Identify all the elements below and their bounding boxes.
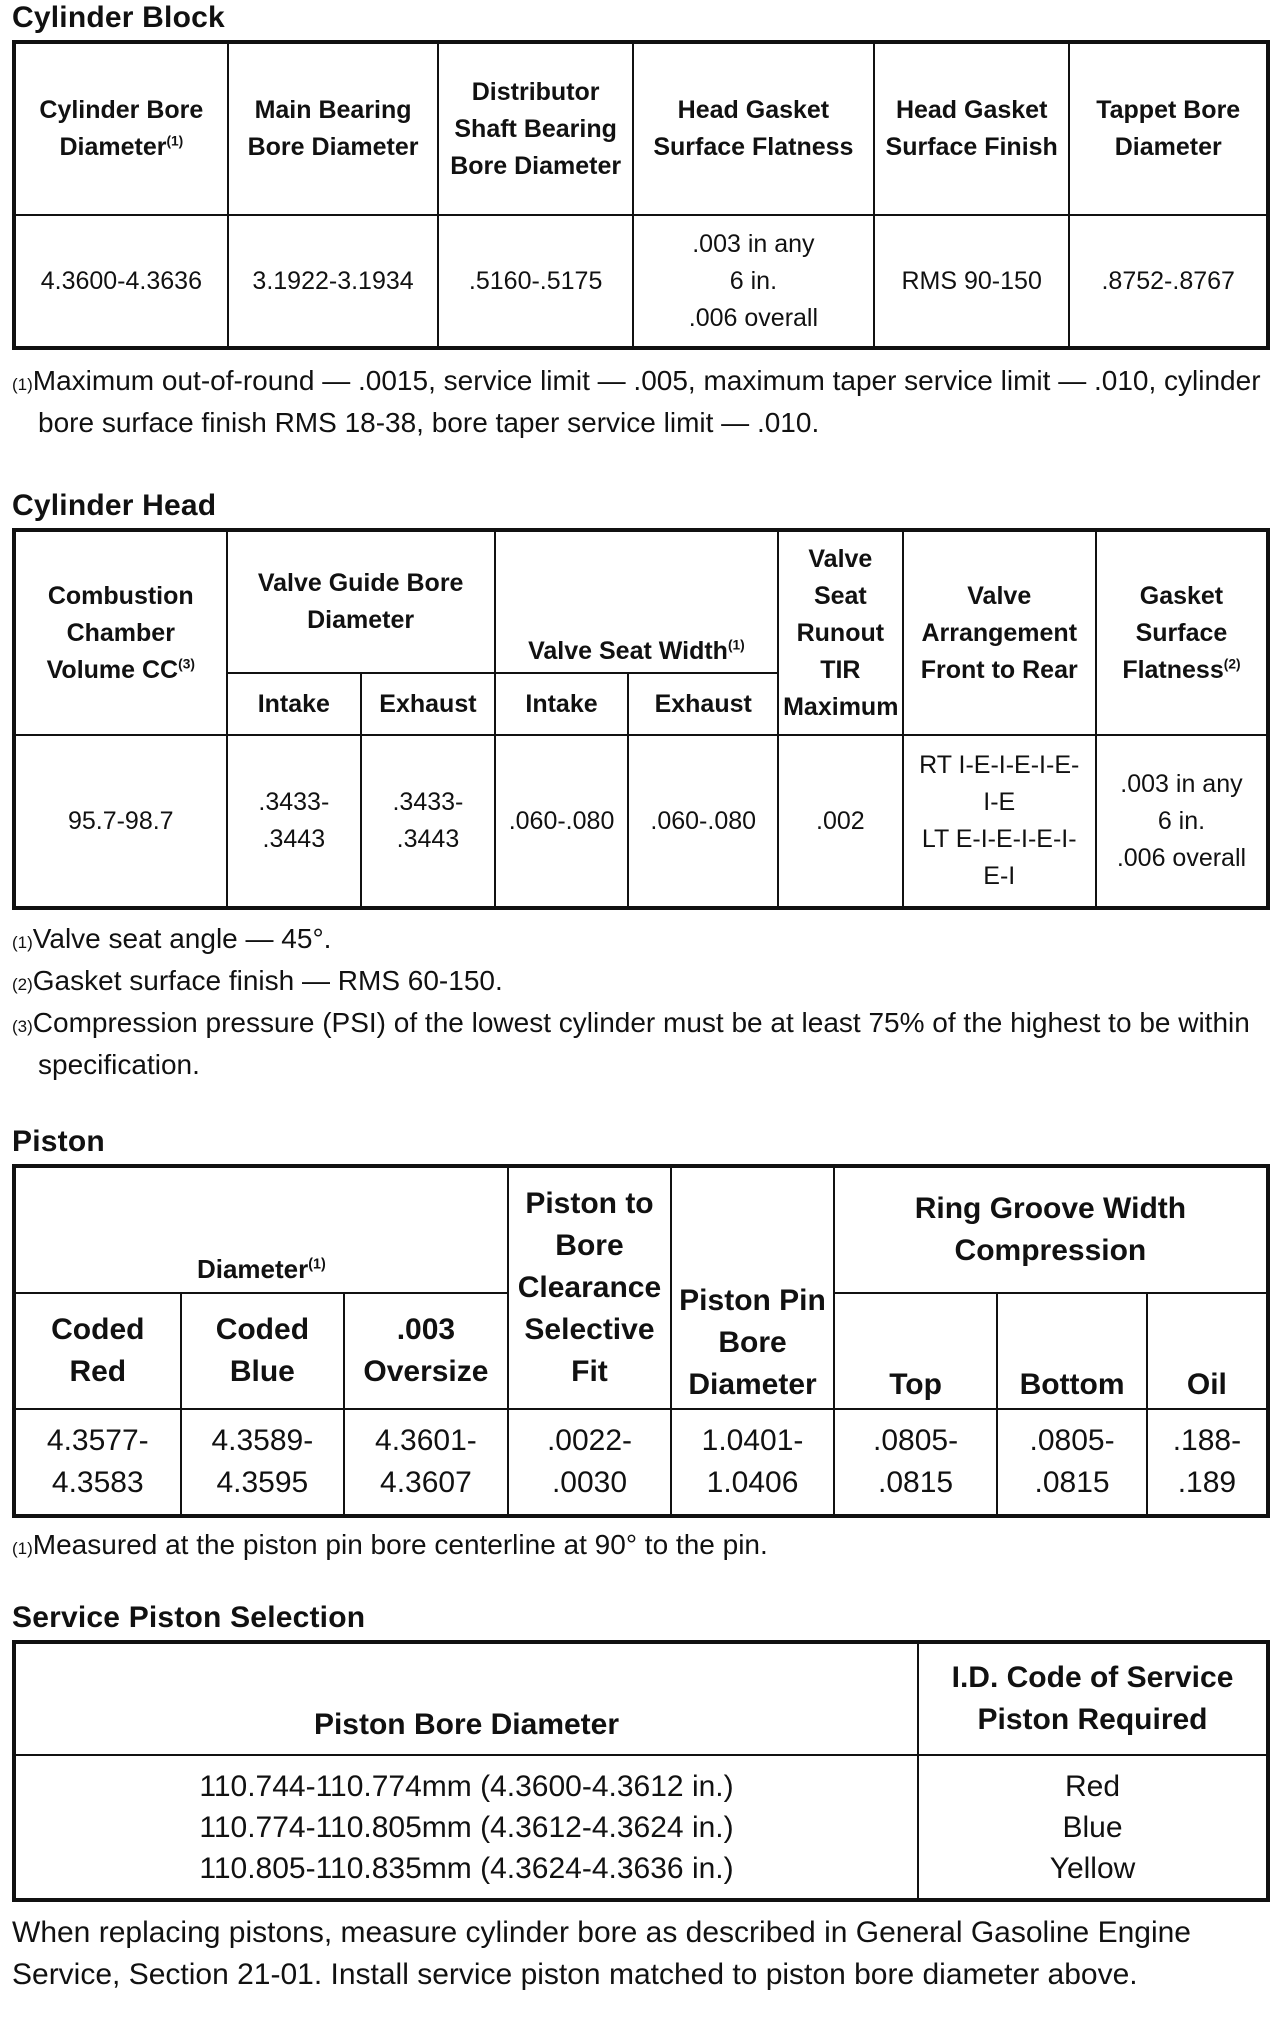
cell-valve-arrangement: RT I-E-I-E-I-E- I-E LT E-I-E-I-E-I- E-I <box>903 735 1096 908</box>
cell-piston-bore-list <box>14 1755 918 1900</box>
cell-distributor-bearing: .5160-.5175 <box>438 215 632 348</box>
cell-oil: .188- .189 <box>1147 1409 1268 1516</box>
cylinder-head-table <box>12 528 1270 910</box>
cell-coded-blue: 4.3589- 4.3595 <box>181 1409 345 1516</box>
cylinder-block-title: Cylinder Block <box>12 1 225 34</box>
list-item: 110.774-110.805mm (4.3612-4.3624 in.) <box>199 1810 734 1844</box>
header-distributor-bearing: Distributor Shaft Bearing Bore Diameter <box>438 42 632 215</box>
cylinder-head-footnotes <box>12 918 1270 1086</box>
header-id-code: I.D. Code of Service Piston Required <box>918 1642 1268 1755</box>
table-header-row <box>14 1166 1268 1293</box>
header-valve-seat-width: Valve Seat Width$^{(1)}$ <box>495 530 778 673</box>
piston-footnote: $^{(1)}$Measured at the piston pin bore centerline at 90° to the pin. <box>12 1529 768 1560</box>
header-gasket-flatness: Gasket Surface Flatness$^{(2)}$ <box>1096 530 1268 735</box>
cell-pin-bore: 1.0401- 1.0406 <box>671 1409 834 1516</box>
table-row <box>14 735 1268 908</box>
cell-id-code-list <box>918 1755 1268 1900</box>
header-valve-arrangement: Valve Arrangement Front to Rear <box>903 530 1096 735</box>
cell-coded-red: 4.3577- 4.3583 <box>14 1409 181 1516</box>
footnote: $^{(3)}$Compression pressure (PSI) of the lowest cylinder must be at least 75% of the highest to be within specification. <box>12 1007 1250 1080</box>
cell-cylinder-bore: 4.3600-4.3636 <box>14 215 228 348</box>
header-coded-blue: Coded Blue <box>181 1293 345 1409</box>
header-guide-intake: Intake <box>227 673 362 735</box>
header-oversize: .003 Oversize <box>344 1293 508 1409</box>
cell-guide-exhaust: .3433- .3443 <box>361 735 495 908</box>
service-piston-title: Service Piston Selection <box>12 1601 366 1634</box>
header-bottom: Bottom <box>997 1293 1146 1409</box>
cell-combustion-volume: 95.7-98.7 <box>14 735 227 908</box>
header-pin-bore: Piston Pin Bore Diameter <box>671 1166 834 1409</box>
header-top: Top <box>834 1293 998 1409</box>
header-ring-groove: Ring Groove Width Compression <box>834 1166 1268 1293</box>
cell-top: .0805- .0815 <box>834 1409 998 1516</box>
cell-oversize: 4.3601- 4.3607 <box>344 1409 508 1516</box>
cell-gasket-flatness: .003 in any 6 in. .006 overall <box>633 215 874 348</box>
table-row <box>14 215 1268 348</box>
cell-seat-runout: .002 <box>778 735 902 908</box>
service-piston-table <box>12 1640 1270 1902</box>
table-row <box>14 1755 1268 1900</box>
cell-seat-intake: .060-.080 <box>495 735 629 908</box>
cylinder-block-footnote: $^{(1)}$Maximum out-of-round — .0015, service limit — .005, maximum taper service limit — .010, cylinder bore surface finish RMS 18-38, bore taper service limit — .010. <box>12 365 1261 438</box>
header-seat-intake: Intake <box>495 673 629 735</box>
table-header-row <box>14 42 1268 215</box>
list-item: 110.744-110.774mm (4.3600-4.3612 in.) <box>199 1769 734 1803</box>
header-seat-exhaust: Exhaust <box>628 673 778 735</box>
list-item: Blue <box>1062 1810 1123 1844</box>
piston-table <box>12 1164 1270 1518</box>
header-guide-exhaust: Exhaust <box>361 673 495 735</box>
cell-seat-exhaust: .060-.080 <box>628 735 778 908</box>
header-main-bearing: Main Bearing Bore Diameter <box>228 42 439 215</box>
header-valve-seat-runout: Valve Seat Runout TIR Maximum <box>778 530 902 735</box>
cell-tappet-bore: .8752-.8767 <box>1069 215 1268 348</box>
list-item: Yellow <box>1049 1851 1136 1885</box>
table-header-row <box>14 530 1268 673</box>
header-clearance: Piston to Bore Clearance Selective Fit <box>508 1166 672 1409</box>
piston-title: Piston <box>12 1125 105 1158</box>
header-gasket-flatness: Head Gasket Surface Flatness <box>633 42 874 215</box>
cell-main-bearing: 3.1922-3.1934 <box>228 215 439 348</box>
footnote: $^{(1)}$Valve seat angle — 45°. <box>12 923 332 954</box>
list-item: 110.805-110.835mm (4.3624-4.3636 in.) <box>199 1851 734 1885</box>
service-note: When replacing pistons, measure cylinder bore as described in General Gasoline Engine Service, Section 21-01. Install service piston matched to piston bore diameter above. <box>12 1916 1191 1991</box>
cell-gasket-finish: RMS 90-150 <box>874 215 1069 348</box>
cell-clearance: .0022- .0030 <box>508 1409 672 1516</box>
cell-guide-intake: .3433- .3443 <box>227 735 362 908</box>
header-cylinder-bore: Cylinder Bore Diameter$^{(1)}$ <box>14 42 228 215</box>
cell-bottom: .0805- .0815 <box>997 1409 1146 1516</box>
header-coded-red: Coded Red <box>14 1293 181 1409</box>
table-row <box>14 1409 1268 1516</box>
header-combustion-volume: Combustion Chamber Volume CC$^{(3)}$ <box>14 530 227 735</box>
header-valve-guide-bore: Valve Guide Bore Diameter <box>227 530 495 673</box>
spec-page <box>12 0 1270 1996</box>
cell-gasket-flatness: .003 in any 6 in. .006 overall <box>1096 735 1268 908</box>
header-piston-bore: Piston Bore Diameter <box>14 1642 918 1755</box>
footnote: $^{(2)}$Gasket surface finish — RMS 60-150. <box>12 965 503 996</box>
cylinder-block-table <box>12 40 1270 350</box>
header-diameter: Diameter$^{(1)}$ <box>14 1166 508 1293</box>
header-tappet-bore: Tappet Bore Diameter <box>1069 42 1268 215</box>
header-gasket-finish: Head Gasket Surface Finish <box>874 42 1069 215</box>
table-header-row <box>14 1642 1268 1755</box>
list-item: Red <box>1064 1769 1121 1803</box>
header-oil: Oil <box>1147 1293 1268 1409</box>
cylinder-head-title: Cylinder Head <box>12 489 217 522</box>
